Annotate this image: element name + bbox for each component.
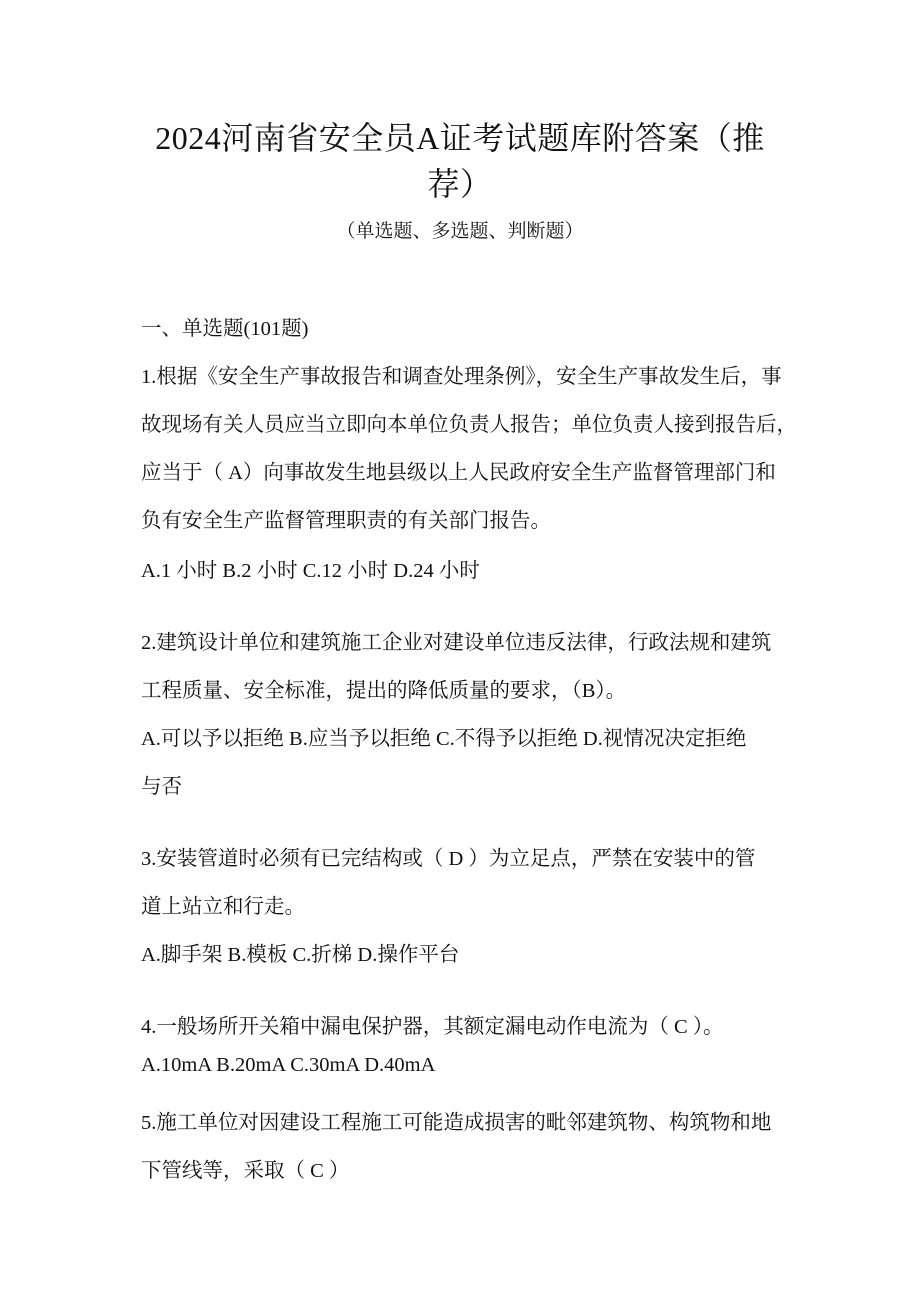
question-options: 与否 <box>141 776 182 798</box>
question-text-line: 1.根据《安全生产事故报告和调查处理条例》，安全生产事故发生后，事 <box>141 366 782 388</box>
question-options: A.10mA B.20mA C.30mA D.40mA <box>141 1054 436 1076</box>
question-text-line: 故现场有关人员应当立即向本单位负责人报告；单位负责人接到报告后， <box>141 414 797 436</box>
document-subtitle: （单选题、多选题、判断题） <box>336 221 584 242</box>
section-heading: 一、单选题(101题) <box>141 318 309 340</box>
question-options: A.可以予以拒绝 B.应当予以拒绝 C.不得予以拒绝 D.视情况决定拒绝 <box>141 728 747 750</box>
question-text-line: 5.施工单位对因建设工程施工可能造成损害的毗邻建筑物、构筑物和地 <box>141 1112 772 1134</box>
question-text-line: 应当于（ A）向事故发生地县级以上人民政府安全生产监督管理部门和 <box>141 462 776 484</box>
question-text-line: 3.安装管道时必须有已完结构或（ D ）为立足点，严禁在安装中的管 <box>141 848 756 870</box>
question-text-line: 2.建筑设计单位和建筑施工企业对建设单位违反法律，行政法规和建筑 <box>141 632 772 654</box>
question-options: A.脚手架 B.模板 C.折梯 D.操作平台 <box>141 944 460 966</box>
question-options: A.1 小时 B.2 小时 C.12 小时 D.24 小时 <box>141 560 480 582</box>
question-text-line: 负有安全生产监督管理职责的有关部门报告。 <box>141 510 551 532</box>
document-title-line-2: 荐） <box>427 166 493 202</box>
question-text-line: 下管线等，采取（ C ） <box>141 1160 350 1182</box>
question-text-line: 道上站立和行走。 <box>141 896 305 918</box>
document-title-line-1: 2024河南省安全员A证考试题库附答案（推 <box>155 120 765 156</box>
question-text-line: 工程质量、安全标准，提出的降低质量的要求，（B）。 <box>141 680 627 702</box>
question-text-line: 4.一般场所开关箱中漏电保护器，其额定漏电动作电流为（ C ）。 <box>141 1016 724 1038</box>
